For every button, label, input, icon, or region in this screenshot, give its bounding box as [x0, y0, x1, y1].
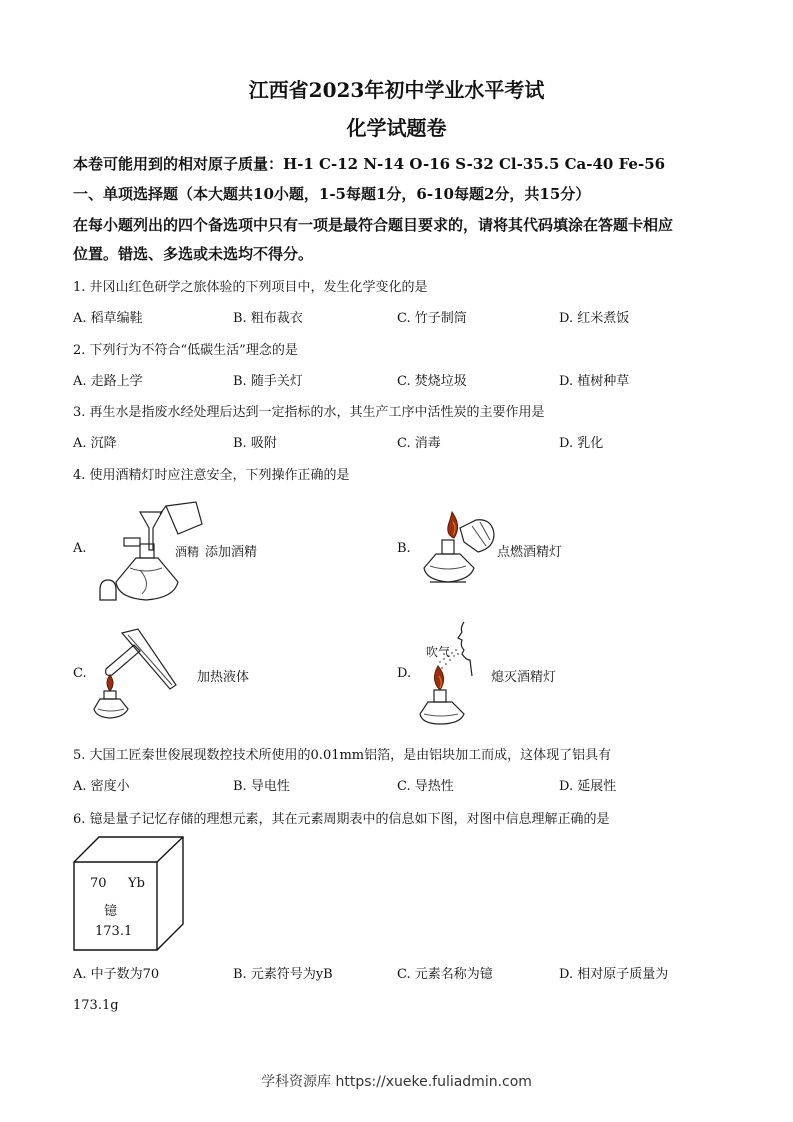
q2-option-d[interactable]: D. 植树种草 — [559, 374, 630, 389]
q4-figure-d-caption: 熄灭酒精灯 — [491, 670, 557, 685]
q6-option-a[interactable]: A. 中子数为70 — [73, 967, 160, 982]
q4-option-b-letter[interactable]: B. — [397, 541, 411, 556]
alcohol-label: 酒精 — [175, 545, 200, 559]
question-2-stem: 2. 下列行为不符合“低碳生活”理念的是 — [73, 343, 298, 358]
section-heading: 一、单项选择题（本大题共10小题，1-5每题1分，6-10每题2分，共15分） — [73, 185, 591, 203]
light-lamp-figure — [420, 508, 498, 590]
q5-option-b[interactable]: B. 导电性 — [233, 779, 290, 794]
q4-figure-c-caption: 加热液体 — [197, 670, 250, 685]
q4-option-c-letter[interactable]: C. — [73, 666, 87, 681]
q4-figure-b-caption: 点燃酒精灯 — [497, 545, 563, 560]
q6-option-b[interactable]: B. 元素符号为yB — [233, 967, 333, 982]
question-5-stem: 5. 大国工匠秦世俊展现数控技术所使用的0.01mm铝箔，是由铝块加工而成，这体现了铝具有 — [73, 748, 612, 763]
q4-figure-a-caption: 添加酒精 — [205, 545, 258, 560]
q6-option-d-continuation: 173.1g — [73, 998, 119, 1013]
q2-option-c[interactable]: C. 焚烧垃圾 — [397, 374, 467, 389]
q1-option-d[interactable]: D. 红米煮饭 — [559, 311, 630, 326]
q1-option-b[interactable]: B. 粗布裁衣 — [233, 311, 303, 326]
q2-option-b[interactable]: B. 随手关灯 — [233, 374, 303, 389]
section-instruction-1: 在每小题列出的四个备选项中只有一项是最符合题目要求的，请将其代码填涂在答题卡相应 — [73, 216, 674, 234]
q5-option-c[interactable]: C. 导热性 — [397, 779, 454, 794]
q5-option-d[interactable]: D. 延展性 — [559, 779, 617, 794]
element-name: 镱 — [104, 904, 118, 919]
footer-source: 学科资源库 https://xueke.fuliadmin.com — [261, 1074, 532, 1090]
element-atomic-number: 70 — [90, 876, 107, 891]
q3-option-a[interactable]: A. 沉降 — [73, 436, 117, 451]
q1-option-a[interactable]: A. 稻草编鞋 — [73, 311, 143, 326]
page-title: 江西省2023年初中学业水平考试 — [248, 78, 545, 102]
q3-option-b[interactable]: B. 吸附 — [233, 436, 277, 451]
page-subtitle: 化学试题卷 — [346, 116, 447, 140]
question-3-stem: 3. 再生水是指废水经处理后达到一定指标的水，其生产工序中活性炭的主要作用是 — [73, 405, 545, 420]
heat-liquid-figure — [92, 625, 182, 720]
blow-label: 吹气 — [426, 645, 451, 659]
q3-option-c[interactable]: C. 消毒 — [397, 436, 441, 451]
element-mass: 173.1 — [95, 924, 133, 939]
extinguish-lamp-figure — [420, 620, 490, 726]
question-6-stem: 6. 镱是量子记忆存储的理想元素，其在元素周期表中的信息如下图，对图中信息理解正确的是 — [73, 812, 610, 827]
section-instruction-2: 位置。错选、多选或未选均不得分。 — [73, 245, 314, 263]
q4-option-d-letter[interactable]: D. — [397, 666, 412, 681]
q6-option-c[interactable]: C. 元素名称为镱 — [397, 967, 493, 982]
element-symbol: Yb — [128, 876, 145, 891]
q4-option-a-letter[interactable]: A. — [73, 541, 87, 556]
q3-option-d[interactable]: D. 乳化 — [559, 436, 604, 451]
q1-option-c[interactable]: C. 竹子制筒 — [397, 311, 467, 326]
q5-option-a[interactable]: A. 密度小 — [73, 779, 130, 794]
atomic-masses-line: 本卷可能用到的相对原子质量：H-1 C-12 N-14 O-16 S-32 Cl-35.5 Ca-40 Fe-56 — [73, 155, 666, 173]
question-4-stem: 4. 使用酒精灯时应注意安全，下列操作正确的是 — [73, 468, 350, 483]
q6-option-d[interactable]: D. 相对原子质量为 — [559, 967, 669, 982]
question-1-stem: 1. 井冈山红色研学之旅体验的下列项目中，发生化学变化的是 — [73, 280, 428, 295]
q2-option-a[interactable]: A. 走路上学 — [73, 374, 143, 389]
